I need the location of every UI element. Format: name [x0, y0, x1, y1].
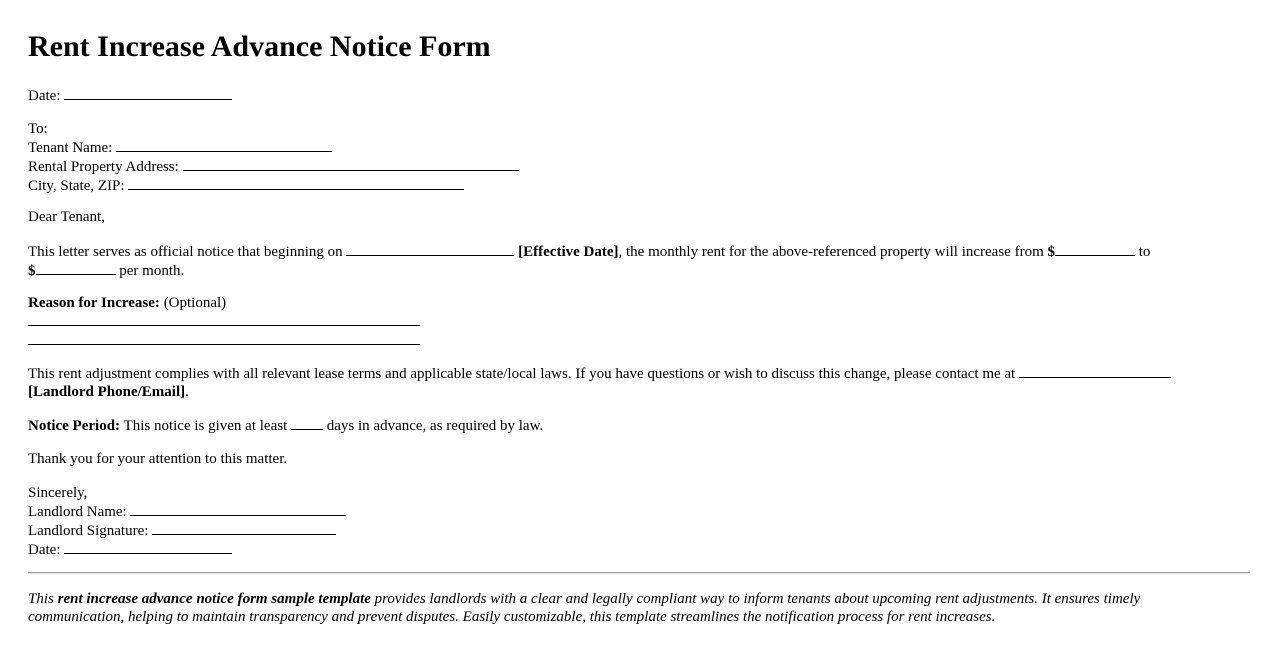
to-word: to [1138, 244, 1151, 260]
contact-placeholder: [Landlord Phone/Email] [28, 384, 186, 400]
date-blank[interactable] [64, 86, 232, 100]
greeting: Dear Tenant, [28, 209, 105, 225]
notice-text-3: per month. [119, 263, 185, 279]
closing-block [28, 484, 1250, 559]
city-blank[interactable] [128, 176, 464, 190]
recipient-block [28, 120, 1250, 195]
closing-date-blank[interactable] [64, 540, 232, 554]
tenant-name-label: Tenant Name: [28, 140, 113, 156]
footer-bold-text: rent increase advance notice form sample template [57, 591, 371, 607]
compliance-paragraph [28, 364, 1250, 401]
reason-block [28, 294, 1250, 350]
notice-period [28, 416, 1250, 435]
compliance-text: This rent adjustment complies with all relevant lease terms and applicable state/local laws. If you have questions or wish to discuss this change, please contact me at [28, 366, 1016, 382]
to-label: To: [28, 121, 48, 137]
footer-text-this: This [28, 591, 58, 607]
city-row [28, 176, 1250, 195]
notice-period-text-1: This notice is given at least [123, 418, 288, 434]
landlord-signature-label: Landlord Signature: [28, 523, 149, 539]
dollar-sign: $ [1047, 244, 1055, 260]
page-title: Rent Increase Advance Notice Form [28, 30, 491, 63]
tenant-name-blank[interactable] [116, 138, 332, 152]
notice-period-label: Notice Period: [28, 418, 121, 434]
notice-period-text-2: days in advance, as required by law. [326, 418, 544, 434]
reason-blank-1[interactable] [28, 312, 420, 326]
landlord-name-blank[interactable] [130, 502, 346, 516]
contact-blank[interactable] [1019, 364, 1171, 378]
landlord-name-label: Landlord Name: [28, 504, 127, 520]
closing-date-label: Date: [28, 542, 61, 558]
sincerely: Sincerely, [28, 485, 88, 501]
notice-text-1: This letter serves as official notice that beginning on [28, 244, 343, 260]
address-row [28, 157, 1250, 176]
footer-text-rest: provides landlords with a clear and legally compliant way to inform tenants about upcoming rent adjustments. It ensures timely communication, helping to maintain transparency and prevent disputes. Easily customizable, this template streamlines the notification process for rent increases. [28, 591, 1141, 625]
current-rent-blank[interactable] [1055, 242, 1135, 256]
effective-date-placeholder: [Effective Date] [518, 244, 619, 260]
address-blank[interactable] [183, 157, 519, 171]
address-label: Rental Property Address: [28, 159, 179, 175]
new-rent-blank[interactable] [36, 261, 116, 275]
period: . [185, 384, 189, 400]
notice-text-2: , the monthly rent for the above-referenced property will increase from [618, 244, 1044, 260]
effective-date-blank[interactable] [346, 242, 514, 256]
reason-label: Reason for Increase: [28, 295, 160, 311]
divider [28, 572, 1250, 574]
reason-optional: (Optional) [163, 295, 227, 311]
city-label: City, State, ZIP: [28, 178, 125, 194]
landlord-signature-blank[interactable] [152, 521, 336, 535]
dollar-sign: $ [28, 263, 36, 279]
date-row [28, 86, 1250, 105]
footer-description [28, 590, 1238, 626]
notice-paragraph [28, 242, 1250, 280]
tenant-name-row [28, 138, 1250, 157]
days-blank[interactable] [291, 416, 323, 430]
date-label: Date: [28, 88, 61, 104]
reason-blank-2[interactable] [28, 331, 420, 345]
thanks: Thank you for your attention to this matter. [28, 451, 288, 467]
